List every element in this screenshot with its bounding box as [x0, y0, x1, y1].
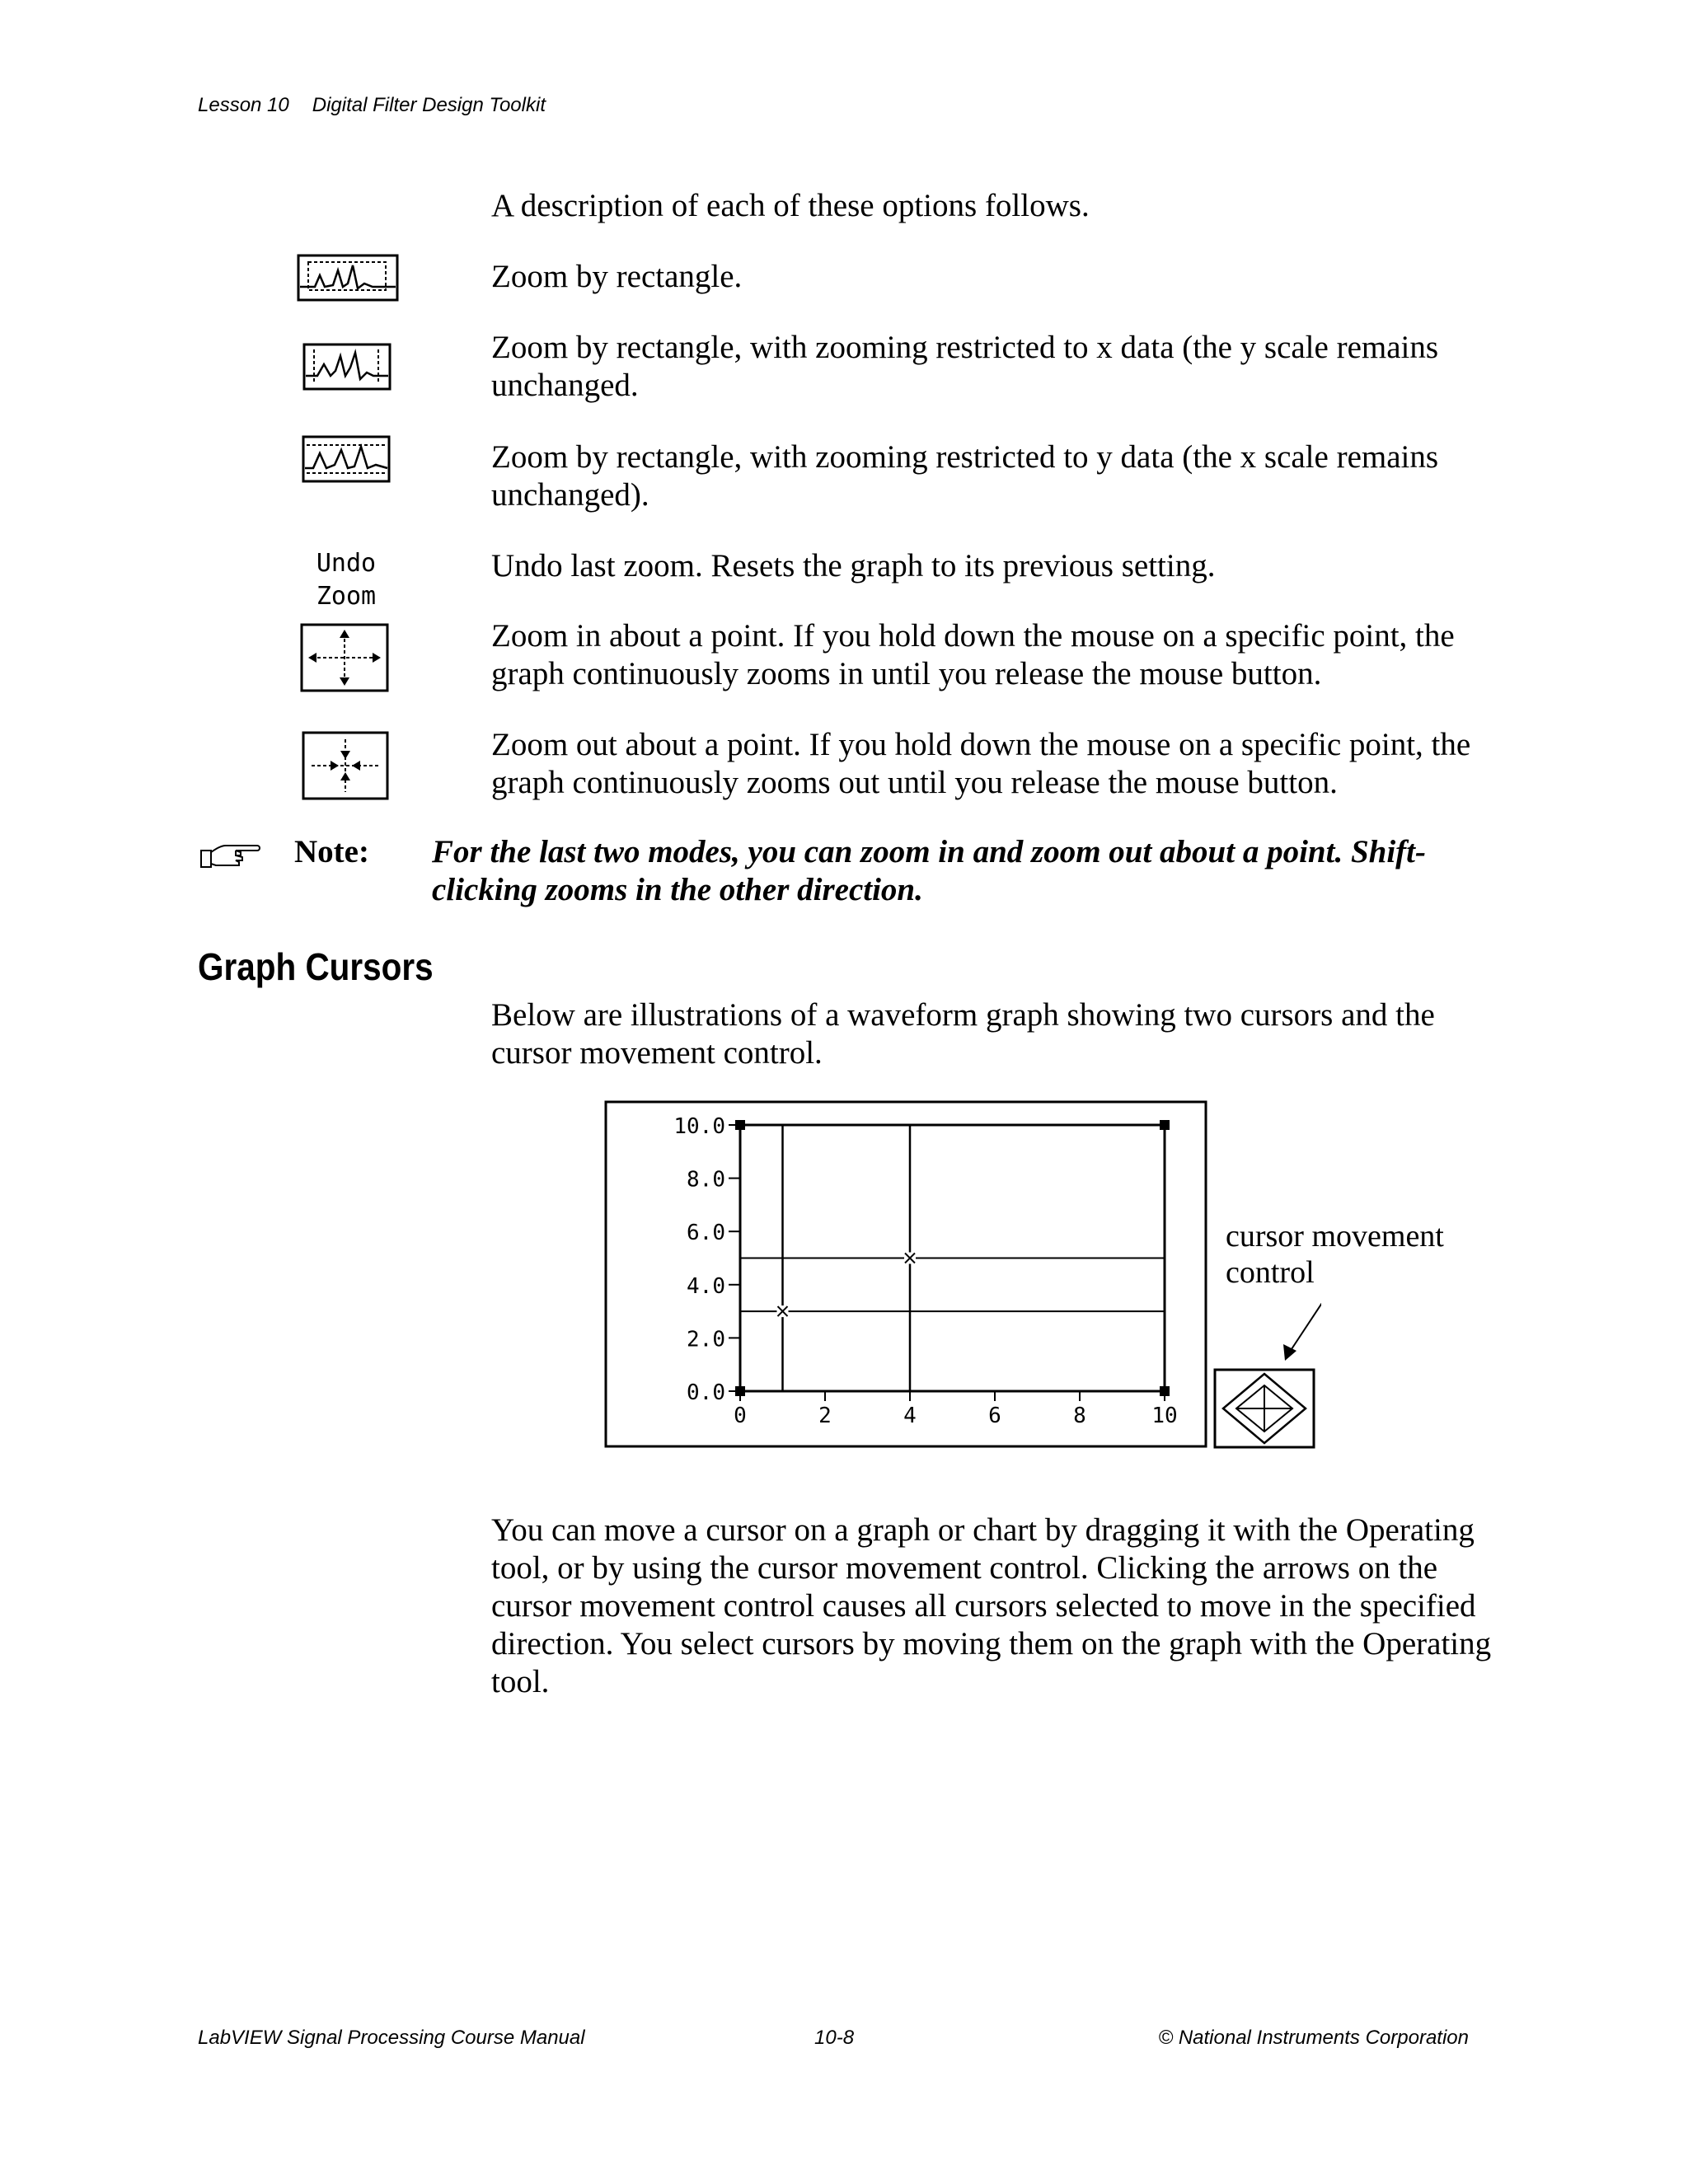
undo-label-line2: Zoom [316, 582, 377, 611]
callout-line2: control [1226, 1255, 1315, 1290]
running-header [198, 94, 546, 117]
option-text-zoom-out: Zoom out about a point. If you hold down the mouse on a specific point, the graph continuously zooms out until you release the mouse button. [491, 727, 1471, 800]
x-tick-label: 4 [903, 1404, 917, 1428]
footer-right: © National Instruments Corporation [1158, 2027, 1469, 2049]
y-tick-label: 6.0 [687, 1221, 725, 1246]
pointing-hand-icon [198, 839, 264, 872]
option-text-undo: Undo last zoom. Resets the graph to its previous setting. [491, 548, 1216, 583]
cursor-movement-control[interactable] [1215, 1370, 1314, 1447]
footer-page-number: 10-8 [814, 2027, 855, 2049]
callout-line1: cursor movement [1226, 1219, 1444, 1254]
x-tick-label: 2 [818, 1404, 832, 1428]
option-text-zoom-rectangle: Zoom by rectangle. [491, 259, 743, 294]
zoom-in-point-icon [300, 623, 389, 692]
undo-zoom-label [305, 547, 387, 613]
y-tick-label: 10.0 [673, 1114, 725, 1139]
section-intro: Below are illustrations of a waveform graph showing two cursors and the cursor movement control. [491, 997, 1435, 1071]
waveform-graph [604, 1100, 1321, 1455]
option-text-zoom-in: Zoom in about a point. If you hold down the mouse on a specific point, the graph continuously zooms in until you release the mouse button. [491, 618, 1455, 691]
x-tick-label: 8 [1073, 1404, 1086, 1428]
y-tick-label: 2.0 [687, 1327, 725, 1352]
x-tick-label: 10 [1151, 1404, 1178, 1428]
zoom-out-point-icon [302, 731, 389, 800]
zoom-rectangle-icon [297, 254, 399, 302]
callout-arrowhead [1283, 1344, 1296, 1361]
zoom-y-rectangle-icon [302, 435, 391, 483]
x-tick-label: 6 [988, 1404, 1001, 1428]
y-tick-label: 0.0 [687, 1380, 725, 1405]
zoom-x-rectangle-icon [302, 343, 392, 391]
section-title: Graph Cursors [198, 945, 434, 988]
option-text-zoom-x: Zoom by rectangle, with zooming restricted to x data (the y scale remains unchanged. [491, 330, 1439, 403]
corner-marker [1160, 1120, 1170, 1130]
option-text-zoom-y: Zoom by rectangle, with zooming restricted to y data (the x scale remains unchanged). [491, 439, 1439, 513]
undo-label-line1: Undo [316, 549, 377, 578]
note-label: Note: [294, 834, 369, 869]
header-lesson: Lesson 10 [198, 94, 289, 116]
x-tick-label: 0 [734, 1404, 747, 1428]
cursor-movement-callout [1226, 1218, 1444, 1291]
footer-left: LabVIEW Signal Processing Course Manual [198, 2027, 585, 2049]
y-tick-label: 4.0 [687, 1273, 725, 1299]
header-title: Digital Filter Design Toolkit [312, 94, 546, 116]
intro-text: A description of each of these options follows. [491, 188, 1090, 223]
section-body: You can move a cursor on a graph or chart by dragging it with the Operating tool, or by using the cursor movement control. Clicking the arrows on the cursor movement control causes all cursors selected to move in the specified direction. You select cursors by moving them on the graph with the Operating tool. [491, 1512, 1492, 1699]
note-text: For the last two modes, you can zoom in and zoom out about a point. Shift-clicking zooms in the other direction. [432, 834, 1426, 907]
y-tick-label: 8.0 [687, 1167, 725, 1193]
